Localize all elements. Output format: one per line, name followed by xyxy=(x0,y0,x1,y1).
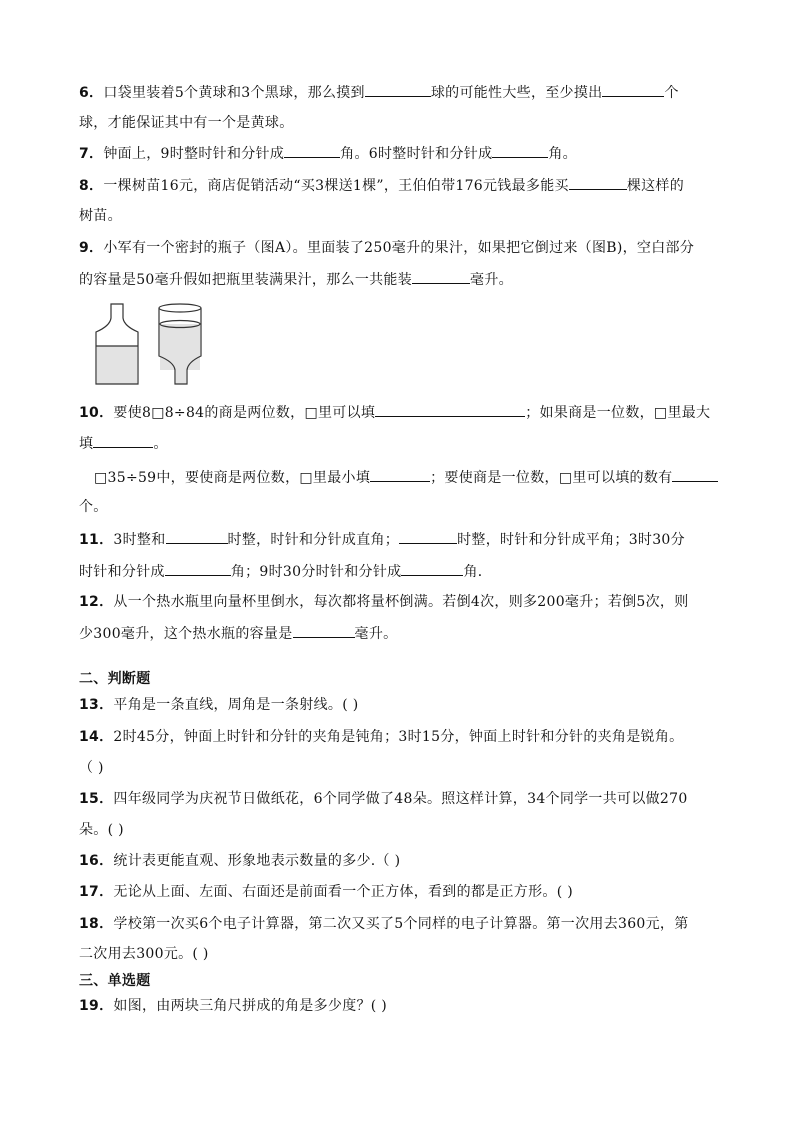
question-text: 。 xyxy=(153,436,168,452)
question-text: 无论从上面、左面、右面还是前面看一个正方体，看到的都是正方形。( ) xyxy=(113,884,573,900)
question-text: 棵这样的 xyxy=(626,178,685,194)
question-text: 角。 xyxy=(548,146,577,162)
question-10-line-2 xyxy=(79,433,168,454)
answer-blank[interactable] xyxy=(602,82,664,97)
section-heading: 二、判断题 xyxy=(79,671,151,687)
question-18-line-2 xyxy=(79,944,209,964)
question-text: 时整，时针和分针成平角；3时30分 xyxy=(457,532,685,548)
answer-blank[interactable] xyxy=(93,433,153,448)
question-text: 角。6时整时针和分针成 xyxy=(340,146,493,162)
question-number: 11． xyxy=(79,532,114,548)
question-text: 个。 xyxy=(79,499,108,515)
question-text: 2时45分，钟面上时针和分针的夹角是钝角；3时15分，钟面上时针和分针的夹角是锐角。 xyxy=(113,729,684,745)
question-9-line-2 xyxy=(79,269,513,290)
question-text: 钟面上，9时整时针和分针成 xyxy=(103,146,285,162)
question-11-line-1 xyxy=(79,529,685,550)
question-number: 7． xyxy=(79,146,104,162)
question-number: 16． xyxy=(79,853,114,869)
section-heading: 三、单选题 xyxy=(79,973,151,989)
question-text: 平角是一条直线，周角是一条射线。( ) xyxy=(113,697,359,713)
question-text: 球，才能保证其中有一个是黄球。 xyxy=(79,115,294,131)
question-number: 8． xyxy=(79,178,104,194)
question-12-line-2 xyxy=(79,623,397,644)
question-number: 10． xyxy=(79,405,114,421)
question-14-line-2 xyxy=(79,758,104,778)
answer-blank[interactable] xyxy=(375,402,525,417)
question-10-line-4 xyxy=(79,497,108,517)
answer-blank[interactable] xyxy=(166,529,228,544)
bottle-b-inverted xyxy=(159,304,201,384)
question-number: 9． xyxy=(79,240,104,256)
question-11-line-2 xyxy=(79,561,492,582)
question-6-line-2 xyxy=(79,113,294,133)
question-text: 学校第一次买6个电子计算器，第二次又买了5个同样的电子计算器。第一次用去360元，第 xyxy=(113,916,689,932)
answer-blank[interactable] xyxy=(365,82,431,97)
question-text: 个 xyxy=(664,85,679,101)
question-text: 二次用去300元。( ) xyxy=(79,946,209,962)
answer-blank[interactable] xyxy=(284,143,340,158)
question-text: 毫升。 xyxy=(470,272,513,288)
question-10-line-3 xyxy=(94,467,718,488)
question-14-line-1 xyxy=(79,727,683,747)
answer-blank[interactable] xyxy=(370,467,430,482)
question-text: 一棵树苗16元，商店促销活动“买3棵送1棵”，王伯伯带176元钱最多能买 xyxy=(103,178,569,194)
question-text: ；如果商是一位数，□里最大 xyxy=(525,405,711,421)
question-8-line-2 xyxy=(79,206,122,226)
question-text: 毫升。 xyxy=(354,626,398,642)
question-7 xyxy=(79,143,577,164)
answer-blank[interactable] xyxy=(412,269,470,284)
answer-blank[interactable] xyxy=(492,143,548,158)
answer-blank[interactable] xyxy=(401,561,463,576)
question-number: 14． xyxy=(79,729,114,745)
question-15-line-1 xyxy=(79,789,688,809)
question-number: 12． xyxy=(79,594,114,610)
question-text: 如图，由两块三角尺拼成的角是多少度？( ) xyxy=(113,998,388,1014)
question-number: 6． xyxy=(79,85,104,101)
bottle-figure xyxy=(88,300,218,392)
question-text: 从一个热水瓶里向量杯里倒水，每次都将量杯倒满。若倒4次，则多200毫升；若倒5次，则 xyxy=(113,594,689,610)
answer-blank[interactable] xyxy=(569,175,627,190)
question-text: 少300毫升，这个热水瓶的容量是 xyxy=(79,626,293,642)
question-10-line-1 xyxy=(79,402,710,423)
question-9-line-1 xyxy=(79,238,694,258)
question-number: 18． xyxy=(79,916,114,932)
question-text: 口袋里装着5个黄球和3个黑球，那么摸到 xyxy=(103,85,365,101)
question-12-line-1 xyxy=(79,592,689,612)
answer-blank[interactable] xyxy=(293,623,355,638)
question-text: 小军有一个密封的瓶子（图A）。里面装了250毫升的果汁，如果把它倒过来（图B)，空白部分 xyxy=(103,240,695,256)
question-6-line-1 xyxy=(79,82,679,103)
question-text: 的容量是50毫升假如把瓶里装满果汁，那么一共能装 xyxy=(79,272,413,288)
answer-parentheses[interactable]: （ ) xyxy=(79,760,104,776)
question-number: 13． xyxy=(79,697,114,713)
question-text: 填 xyxy=(79,436,94,452)
question-text: 朵。( ) xyxy=(79,822,124,838)
question-text: ；要使商是一位数，□里可以填的数有 xyxy=(430,470,673,486)
question-text: 球的可能性大些，至少摸出 xyxy=(430,85,603,101)
question-text: 时针和分针成 xyxy=(79,564,165,580)
question-number: 19． xyxy=(79,998,114,1014)
question-15-line-2 xyxy=(79,820,124,840)
question-number: 15． xyxy=(79,791,114,807)
question-8-line-1 xyxy=(79,175,684,196)
question-13 xyxy=(79,695,358,715)
question-17 xyxy=(79,882,573,902)
question-text: 3时整和 xyxy=(113,532,166,548)
question-text: 统计表更能直观、形象地表示数量的多少.（ ) xyxy=(113,853,401,869)
answer-blank[interactable] xyxy=(165,561,231,576)
question-text: □35÷59中，要使商是两位数，□里最小填 xyxy=(94,470,371,486)
question-text: 树苗。 xyxy=(79,208,122,224)
answer-blank[interactable] xyxy=(399,529,457,544)
question-number: 17． xyxy=(79,884,114,900)
question-text: 四年级同学为庆祝节日做纸花，6个同学做了48朵。照这样计算，34个同学一共可以做270 xyxy=(113,791,688,807)
question-text: 时整，时针和分针成直角； xyxy=(227,532,400,548)
question-text: 要使8□8÷84的商是两位数，□里可以填 xyxy=(113,405,376,421)
question-19 xyxy=(79,996,387,1016)
question-18-line-1 xyxy=(79,914,689,934)
answer-blank[interactable] xyxy=(672,467,718,482)
question-16 xyxy=(79,851,400,871)
bottle-a-upright xyxy=(96,304,138,384)
question-text: 角． xyxy=(463,564,493,580)
question-text: 角；9时30分时针和分针成 xyxy=(230,564,402,580)
